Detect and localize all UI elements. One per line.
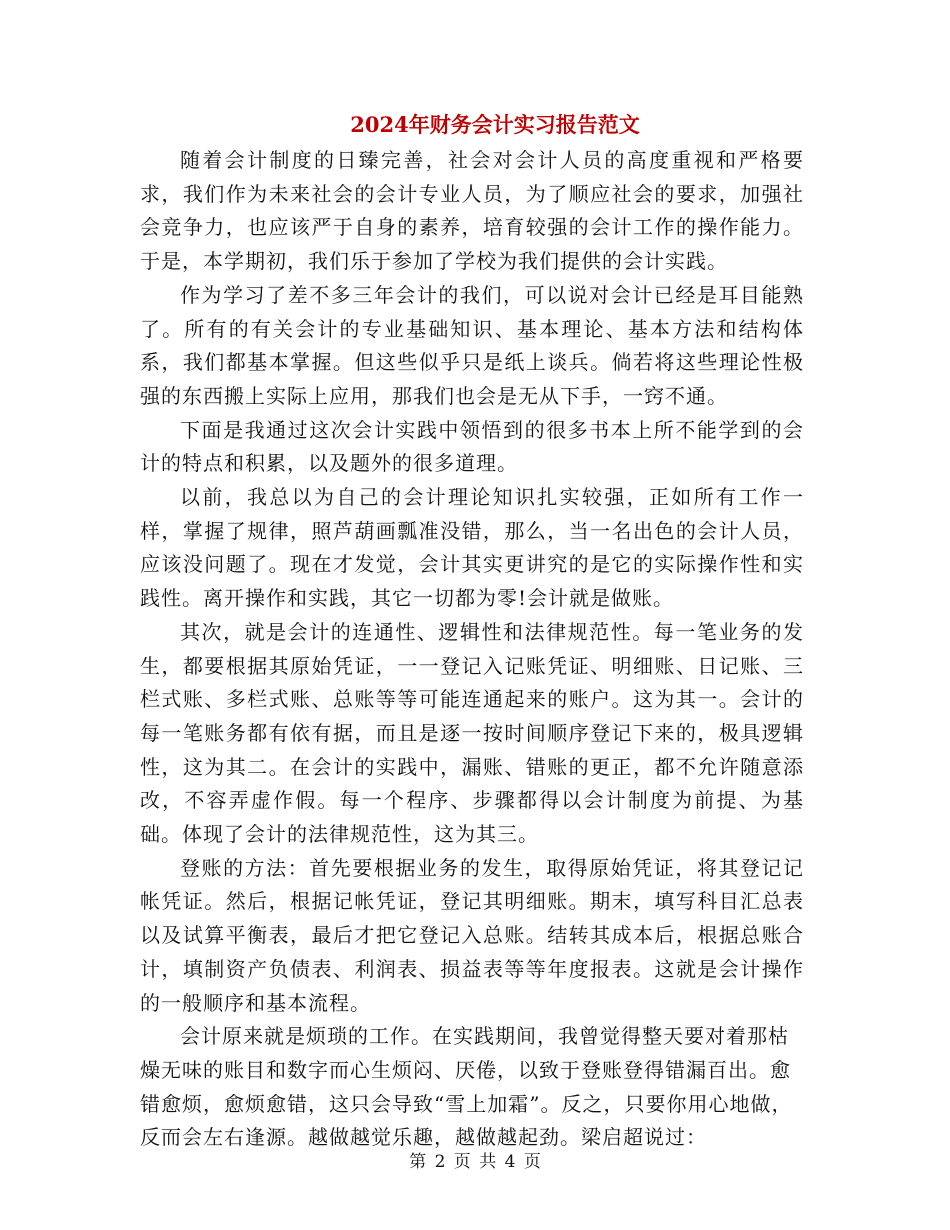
- document-title: 2024年财务会计实习报告范文: [350, 112, 640, 137]
- paragraph: 随着会计制度的日臻完善，社会对会计人员的高度重视和严格要求，我们作为未来社会的会计专业人员，为了顺应社会的要求，加强社会竞争力，也应该严于自身的素养，培育较强的会计工作的操作能力。于是，本学期初，我们乐于参加了学校为我们提供的会计实践。: [140, 148, 804, 274]
- paragraph: 下面是我通过这次会计实践中领悟到的很多书本上所不能学到的会计的特点和积累，以及题外的很多道理。: [140, 417, 804, 476]
- paragraph: 作为学习了差不多三年会计的我们，可以说对会计已经是耳目能熟了。所有的有关会计的专业基础知识、基本理论、基本方法和结构体系，我们都基本掌握。但这些似乎只是纸上谈兵。倘若将这些理论性极强的东西搬上实际上应用，那我们也会是无从下手，一窍不通。: [140, 282, 804, 408]
- page-footer: 第 2 页 共 4 页: [409, 1152, 541, 1172]
- paragraph: 以前，我总以为自己的会计理论知识扎实较强，正如所有工作一样，掌握了规律，照芦葫画瓢准没错，那么，当一名出色的会计人员，应该没问题了。现在才发觉，会计其实更讲究的是它的实际操作性和实践性。离开操作和实践，其它一切都为零!会计就是做账。: [140, 485, 804, 611]
- paragraph: 登账的方法：首先要根据业务的发生，取得原始凭证，将其登记记帐凭证。然后，根据记帐凭证，登记其明细账。期末，填写科目汇总表以及试算平衡表，最后才把它登记入总账。结转其成本后，根据总账合计，填制资产负债表、利润表、损益表等等年度报表。这就是会计操作的一般顺序和基本流程。: [140, 855, 804, 1015]
- paragraph: 其次，就是会计的连通性、逻辑性和法律规范性。每一笔业务的发生，都要根据其原始凭证，一一登记入记账凭证、明细账、日记账、三栏式账、多栏式账、总账等等可能连通起来的账户。这为其一。会计的每一笔账务都有依有据，而且是逐一按时间顺序登记下来的，极具逻辑性，这为其二。在会计的实践中，漏账、错账的更正，都不允许随意添改，不容弄虚作假。每一个程序、步骤都得以会计制度为前提、为基础。体现了会计的法律规范性，这为其三。: [140, 619, 804, 847]
- paragraph: 会计原来就是烦琐的工作。在实践期间，我曾觉得整天要对着那枯燥无味的账目和数字而心生烦闷、厌倦，以致于登账登得错漏百出。愈错愈烦，愈烦愈错，这只会导致“雪上加霜”。反之，只要你用心地做，反而会左右逢源。越做越觉乐趣，越做越起劲。梁启超说过：: [140, 1024, 793, 1150]
- document-body: [140, 144, 804, 1155]
